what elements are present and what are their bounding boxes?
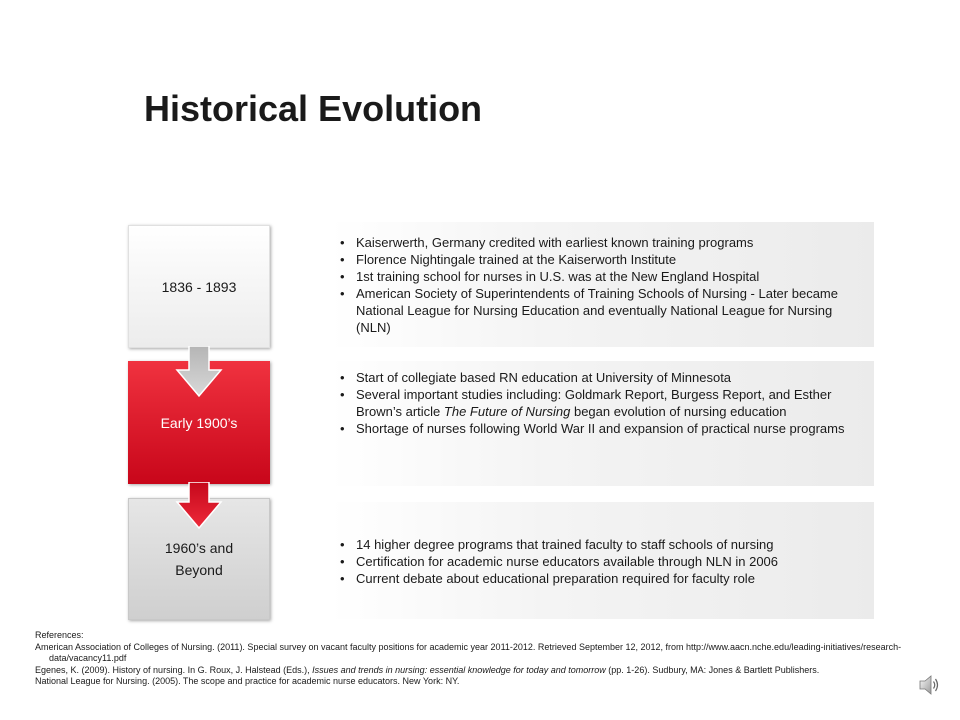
speaker-icon[interactable] — [918, 673, 942, 697]
bullet-item: • 14 higher degree programs that trained faculty to staff schools of nursing — [340, 536, 874, 553]
slide-title: Historical Evolution — [144, 88, 483, 129]
bullet-list — [340, 234, 874, 336]
content-panel-1960s-beyond — [330, 502, 874, 619]
reference-item — [35, 665, 925, 677]
bullet-list — [340, 369, 874, 437]
references — [35, 630, 925, 688]
bullet-text: began evolution of nursing education — [570, 404, 787, 419]
bullet-text: Several important studies including: Goldmark Report, Burgess Report, and Esther Brown’s article — [356, 387, 832, 419]
bullet-item: • 1st training school for nurses in U.S. was at the New England Hospital — [340, 268, 874, 285]
bullet-item: • Kaiserwerth, Germany credited with earliest known training programs — [340, 234, 874, 251]
reference-book-title: Issues and trends in nursing: essential knowledge for today and tomorrow — [312, 664, 606, 675]
reference-text: (pp. 1-26). Sudbury, MA: Jones & Bartlett Publishers. — [605, 664, 820, 675]
bullet-item: • American Society of Superintendents of Training Schools of Nursing - Later became National League for Nursing Education and eventually National League for Nursing (NLN) — [340, 285, 846, 336]
bullet-item: • Certification for academic nurse educators available through NLN in 2006 — [340, 553, 874, 570]
content-panel-1836-1893 — [330, 222, 874, 347]
reference-item: National League for Nursing. (2005). The scope and practice for academic nurse educators. New York: NY. — [35, 676, 460, 686]
stage-period-label: Early 1900’s — [160, 414, 238, 431]
bullet-item: • Florence Nightingale trained at the Kaiserworth Institute — [340, 251, 874, 268]
bullet-item: • Start of collegiate based RN education at University of Minnesota — [340, 369, 874, 386]
down-arrow-icon — [175, 346, 223, 398]
bullet-item: • Shortage of nurses following World War II and expansion of practical nurse programs — [340, 420, 856, 437]
stage-period-label-line2: Beyond — [175, 562, 223, 578]
content-panel-early-1900s — [330, 361, 874, 486]
references-heading: References: — [35, 630, 84, 640]
bullet-item: • Current debate about educational preparation required for faculty role — [340, 570, 874, 587]
bullet-item — [340, 386, 856, 420]
stage-period-label: 1836 - 1893 — [161, 278, 237, 295]
stage-period-label-line1: 1960’s and — [164, 540, 234, 556]
reference-text: Egenes, K. (2009). History of nursing. In G. Roux, J. Halstead (Eds.), — [35, 664, 313, 675]
stage-box-1836-1893 — [128, 225, 270, 348]
bullet-list — [340, 536, 874, 587]
down-arrow-icon — [175, 482, 223, 532]
reference-item: American Association of Colleges of Nursing. (2011). Special survey on vacant faculty positions for academic year 2011-2012. Retrieved September 12, 2012, from http://www.aacn.nche.edu/leading-initiatives/research-data/vacancy11.pdf — [35, 641, 902, 663]
article-title: The Future of Nursing — [443, 404, 571, 419]
